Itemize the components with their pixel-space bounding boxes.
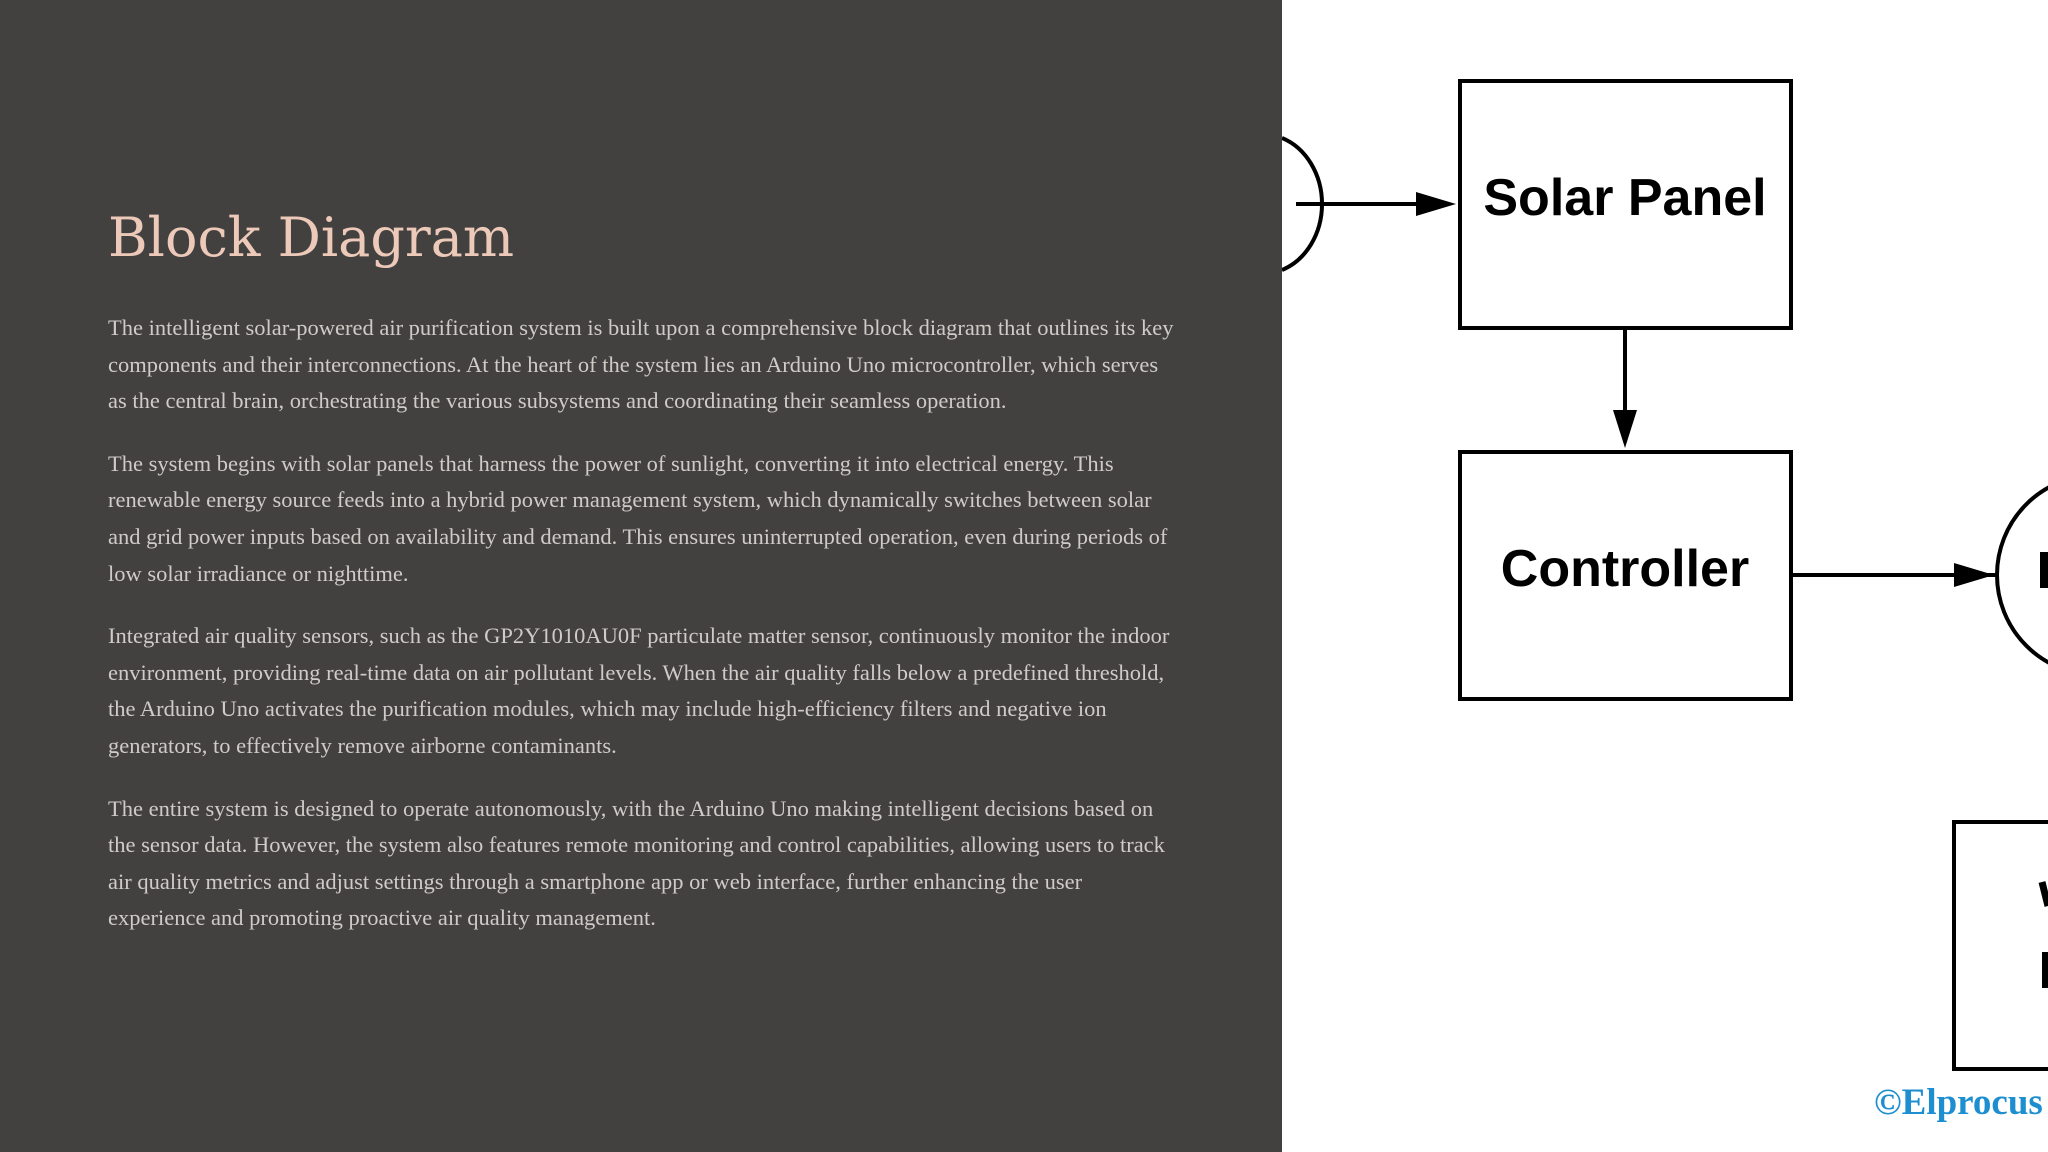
block-diagram (1282, 0, 2048, 1152)
slide-body (108, 310, 1178, 963)
right-node-glyph (2040, 552, 2048, 588)
image-credit: ©Elprocus (1874, 1082, 2043, 1123)
paragraph-4: The entire system is designed to operate autonomously, with the Arduino Uno making intelligent decisions based on the sensor data. However, the system also features remote monitoring and control capabilities, allowing users to track air quality metrics and adjust settings through a smartphone app or web interface, further enhancing the user experience and promoting proactive air quality management. (108, 795, 1165, 931)
block-diagram-image (1282, 0, 2048, 1152)
arrowhead-solar-to-controller (1613, 410, 1637, 448)
paragraph-2: The system begins with solar panels that harness the power of sunlight, converting it into electrical energy. This renewable energy source feeds into a hybrid power management system, which dynamically switches between solar and grid power inputs based on availability and demand. This ensures uninterrupted operation, even during periods of low solar irradiance or nighttime. (108, 450, 1168, 586)
paragraph-1: The intelligent solar-powered air purification system is built upon a comprehensive block diagram that outlines its key components and their interconnections. At the heart of the system lies an Arduino Uno microcontroller, which serves as the central brain, orchestrating the various subsystems and coordinating their seamless operation. (108, 315, 1174, 414)
bottom-right-block-glyph-2 (2042, 952, 2048, 988)
slide-title: Block Diagram (108, 206, 515, 269)
arrowhead-left-to-solar (1416, 192, 1456, 216)
controller-label: Controller (1500, 540, 1750, 598)
bottom-right-block (1954, 822, 2048, 1069)
arrowhead-controller-to-right (1954, 563, 1994, 587)
paragraph-3: Integrated air quality sensors, such as the GP2Y1010AU0F particulate matter sensor, continuously monitor the indoor environment, providing real-time data on air pollutant levels. When the air quality falls below a predefined threshold, the Arduino Uno activates the purification modules, which may include high-efficiency filters and negative ion generators, to effectively remove airborne contaminants. (108, 623, 1170, 758)
solar-panel-label: Solar Panel (1483, 169, 1767, 227)
